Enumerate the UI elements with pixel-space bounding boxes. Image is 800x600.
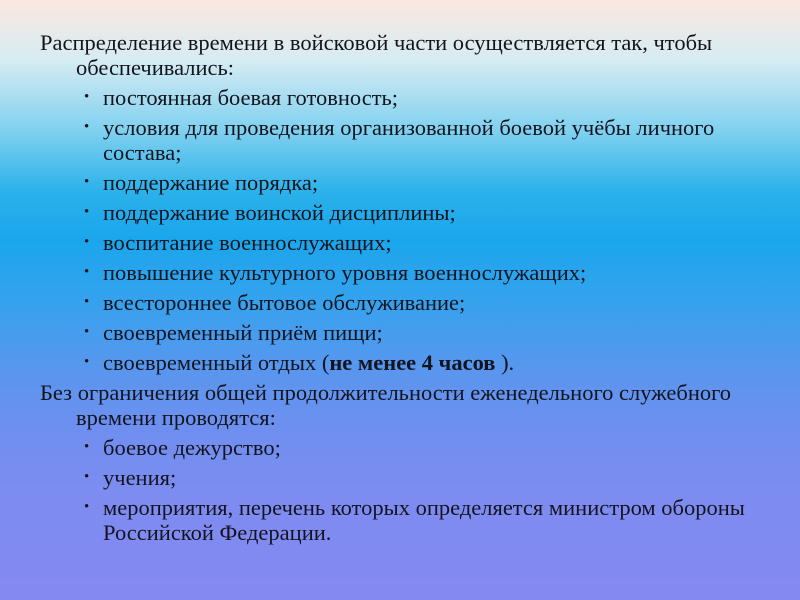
section1-intro: Распределение времени в войсковой части осуществляется так, чтобы обеспечивались: (40, 30, 713, 80)
bullet-icon: • (84, 234, 90, 250)
list-item-text: мероприятия, перечень которых определяется министром обороны Российской Федерации. (103, 495, 745, 545)
rest-item-prefix: своевременный отдых ( (103, 350, 330, 375)
list-item (40, 170, 770, 195)
section1-list (40, 85, 770, 375)
list-item (40, 495, 770, 545)
bullet-icon: • (84, 89, 90, 105)
rest-duration-bold: не менее 4 часов (329, 350, 496, 375)
bullet-icon: • (84, 264, 90, 280)
list-item (40, 85, 770, 110)
list-item (40, 200, 770, 225)
list-item-text: повышение культурного уровня военнослужащих; (103, 260, 587, 285)
list-item-text: поддержание порядка; (103, 170, 319, 195)
list-item (40, 230, 770, 255)
list-item (40, 320, 770, 345)
list-item (40, 290, 770, 315)
bullet-icon: • (84, 499, 90, 515)
bullet-icon: • (84, 324, 90, 340)
list-item (40, 465, 770, 490)
bullet-icon: • (84, 119, 90, 135)
section2-list (40, 435, 770, 545)
list-item-text: учения; (103, 465, 177, 490)
bullet-icon: • (84, 354, 90, 370)
section2-intro: Без ограничения общей продолжительности еженедельного служебного времени проводятся: (40, 380, 732, 430)
list-item-text: воспитание военнослужащих; (103, 230, 392, 255)
list-item (40, 260, 770, 285)
bullet-icon: • (84, 469, 90, 485)
bullet-icon: • (84, 174, 90, 190)
list-item-text: постоянная боевая готовность; (103, 85, 399, 110)
list-item-text: своевременный приём пищи; (103, 320, 383, 345)
slide-content (40, 30, 770, 550)
bullet-icon: • (84, 439, 90, 455)
rest-item-suffix: ). (495, 350, 515, 375)
bullet-icon: • (84, 204, 90, 220)
list-item (40, 435, 770, 460)
list-item-text: условия для проведения организованной боевой учёбы личного состава; (103, 115, 715, 165)
bullet-icon: • (84, 294, 90, 310)
list-item (40, 350, 770, 375)
list-item-text: боевое дежурство; (103, 435, 281, 460)
list-item (40, 115, 770, 165)
list-item-text: всестороннее бытовое обслуживание; (103, 290, 466, 315)
list-item-text: поддержание воинской дисциплины; (103, 200, 456, 225)
